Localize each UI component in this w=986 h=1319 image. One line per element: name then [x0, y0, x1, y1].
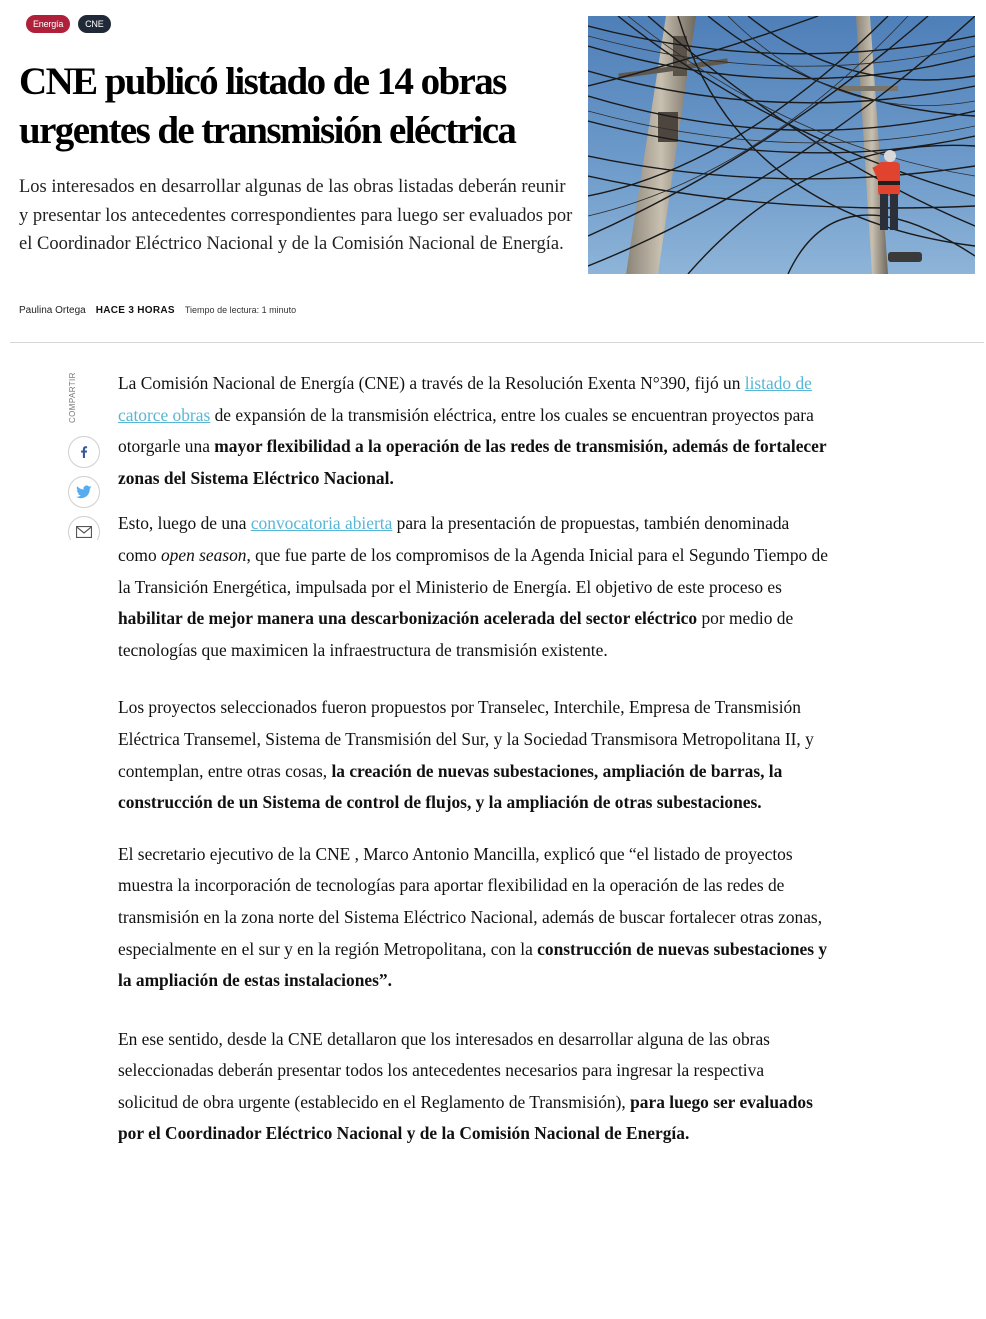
- share-email-button[interactable]: [68, 516, 100, 540]
- article-dek: Los interesados en desarrollar algunas de las obras listadas deberán reunir y presentar los antecedentes correspondientes para luego ser evaluados por el Coordinador Eléctrico Nacional y de la Comisión Nacional de Energía.: [19, 177, 573, 254]
- hero-image: [588, 16, 975, 274]
- twitter-icon: [76, 485, 92, 499]
- link-convocatoria-abierta[interactable]: convocatoria abierta: [250, 513, 393, 534]
- share-facebook-button[interactable]: [68, 436, 100, 468]
- share-rail: [66, 368, 102, 540]
- article-headline: CNE publicó listado de 14 obras urgentes de transmisión eléctrica: [19, 60, 516, 152]
- paragraph-4: El secretario ejecutivo de la CNE , Marco Antonio Mancilla, explicó que “el listado de proyectos muestra la incorporación de tecnologías para aportar flexibilidad en la operación de las redes de transmisión en la zona norte del Sistema Eléctrico Nacional, además de buscar fortalecer otras zonas, especialmente en el sur y en la región Metropolitana, con la construcción de nuevas subestaciones y la ampliación de estas instalaciones”.: [118, 843, 828, 991]
- reading-time: Tiempo de lectura: 1 minuto: [184, 305, 297, 315]
- tag-energia[interactable]: Energía: [26, 15, 70, 33]
- facebook-icon: [77, 445, 91, 459]
- paragraph-5: En ese sentido, desde la CNE detallaron que los interesados en desarrollar alguna de las obras seleccionadas deberán presentar todos los antecedentes necesarios para ingresar la respectiva solicitud de obra urgente (establecido en el Reglamento de Transmisión), para luego ser evaluados por el Coordinador Eléctrico Nacional y de la Comisión Nacional de Energía.: [118, 1028, 813, 1144]
- article-body: [118, 368, 828, 1150]
- paragraph-2: Esto, luego de una convocatoria abierta para la presentación de propuestas, también denominada como open season, que fue parte de los compromisos de la Agenda Inicial para el Segundo Tiempo de la Transición Energética, impulsada por el Ministerio de Energía. El objetivo de este proceso es habilitar de mejor manera una descarbonización acelerada del sector eléctrico por medio de tecnologías que maximicen la infraestructura de transmisión existente.: [118, 513, 828, 660]
- author-name[interactable]: Paulina Ortega: [19, 305, 86, 316]
- share-label: COMPARTIR: [68, 372, 77, 424]
- header-divider: [10, 342, 984, 343]
- tag-cne[interactable]: CNE: [78, 15, 110, 33]
- link-listado-obras[interactable]: listado de catorce obras: [118, 373, 812, 425]
- paragraph-1: La Comisión Nacional de Energía (CNE) a través de la Resolución Exenta N°390, fijó un listado de catorce obras de expansión de la transmisión eléctrica, entre los cuales se encuentran proyectos para otorgarle una mayor flexibilidad a la operación de las redes de transmisión, además de fortalecer zonas del Sistema Eléctrico Nacional.: [118, 373, 827, 488]
- publish-time: HACE 3 HORAS: [95, 305, 175, 316]
- byline: [19, 305, 296, 316]
- email-icon: [76, 526, 92, 538]
- share-twitter-button[interactable]: [68, 476, 100, 508]
- tag-list: [26, 15, 111, 33]
- paragraph-3: Los proyectos seleccionados fueron propuestos por Transelec, Interchile, Empresa de Transmisión Eléctrica Transemel, Sistema de Transmisión del Sur, y la Sociedad Transmisora Metropolitana II, y contemplan, entre otras cosas, la creación de nuevas subestaciones, ampliación de barras, la construcción de un Sistema de control de flujos, y la ampliación de otras subestaciones.: [118, 697, 814, 813]
